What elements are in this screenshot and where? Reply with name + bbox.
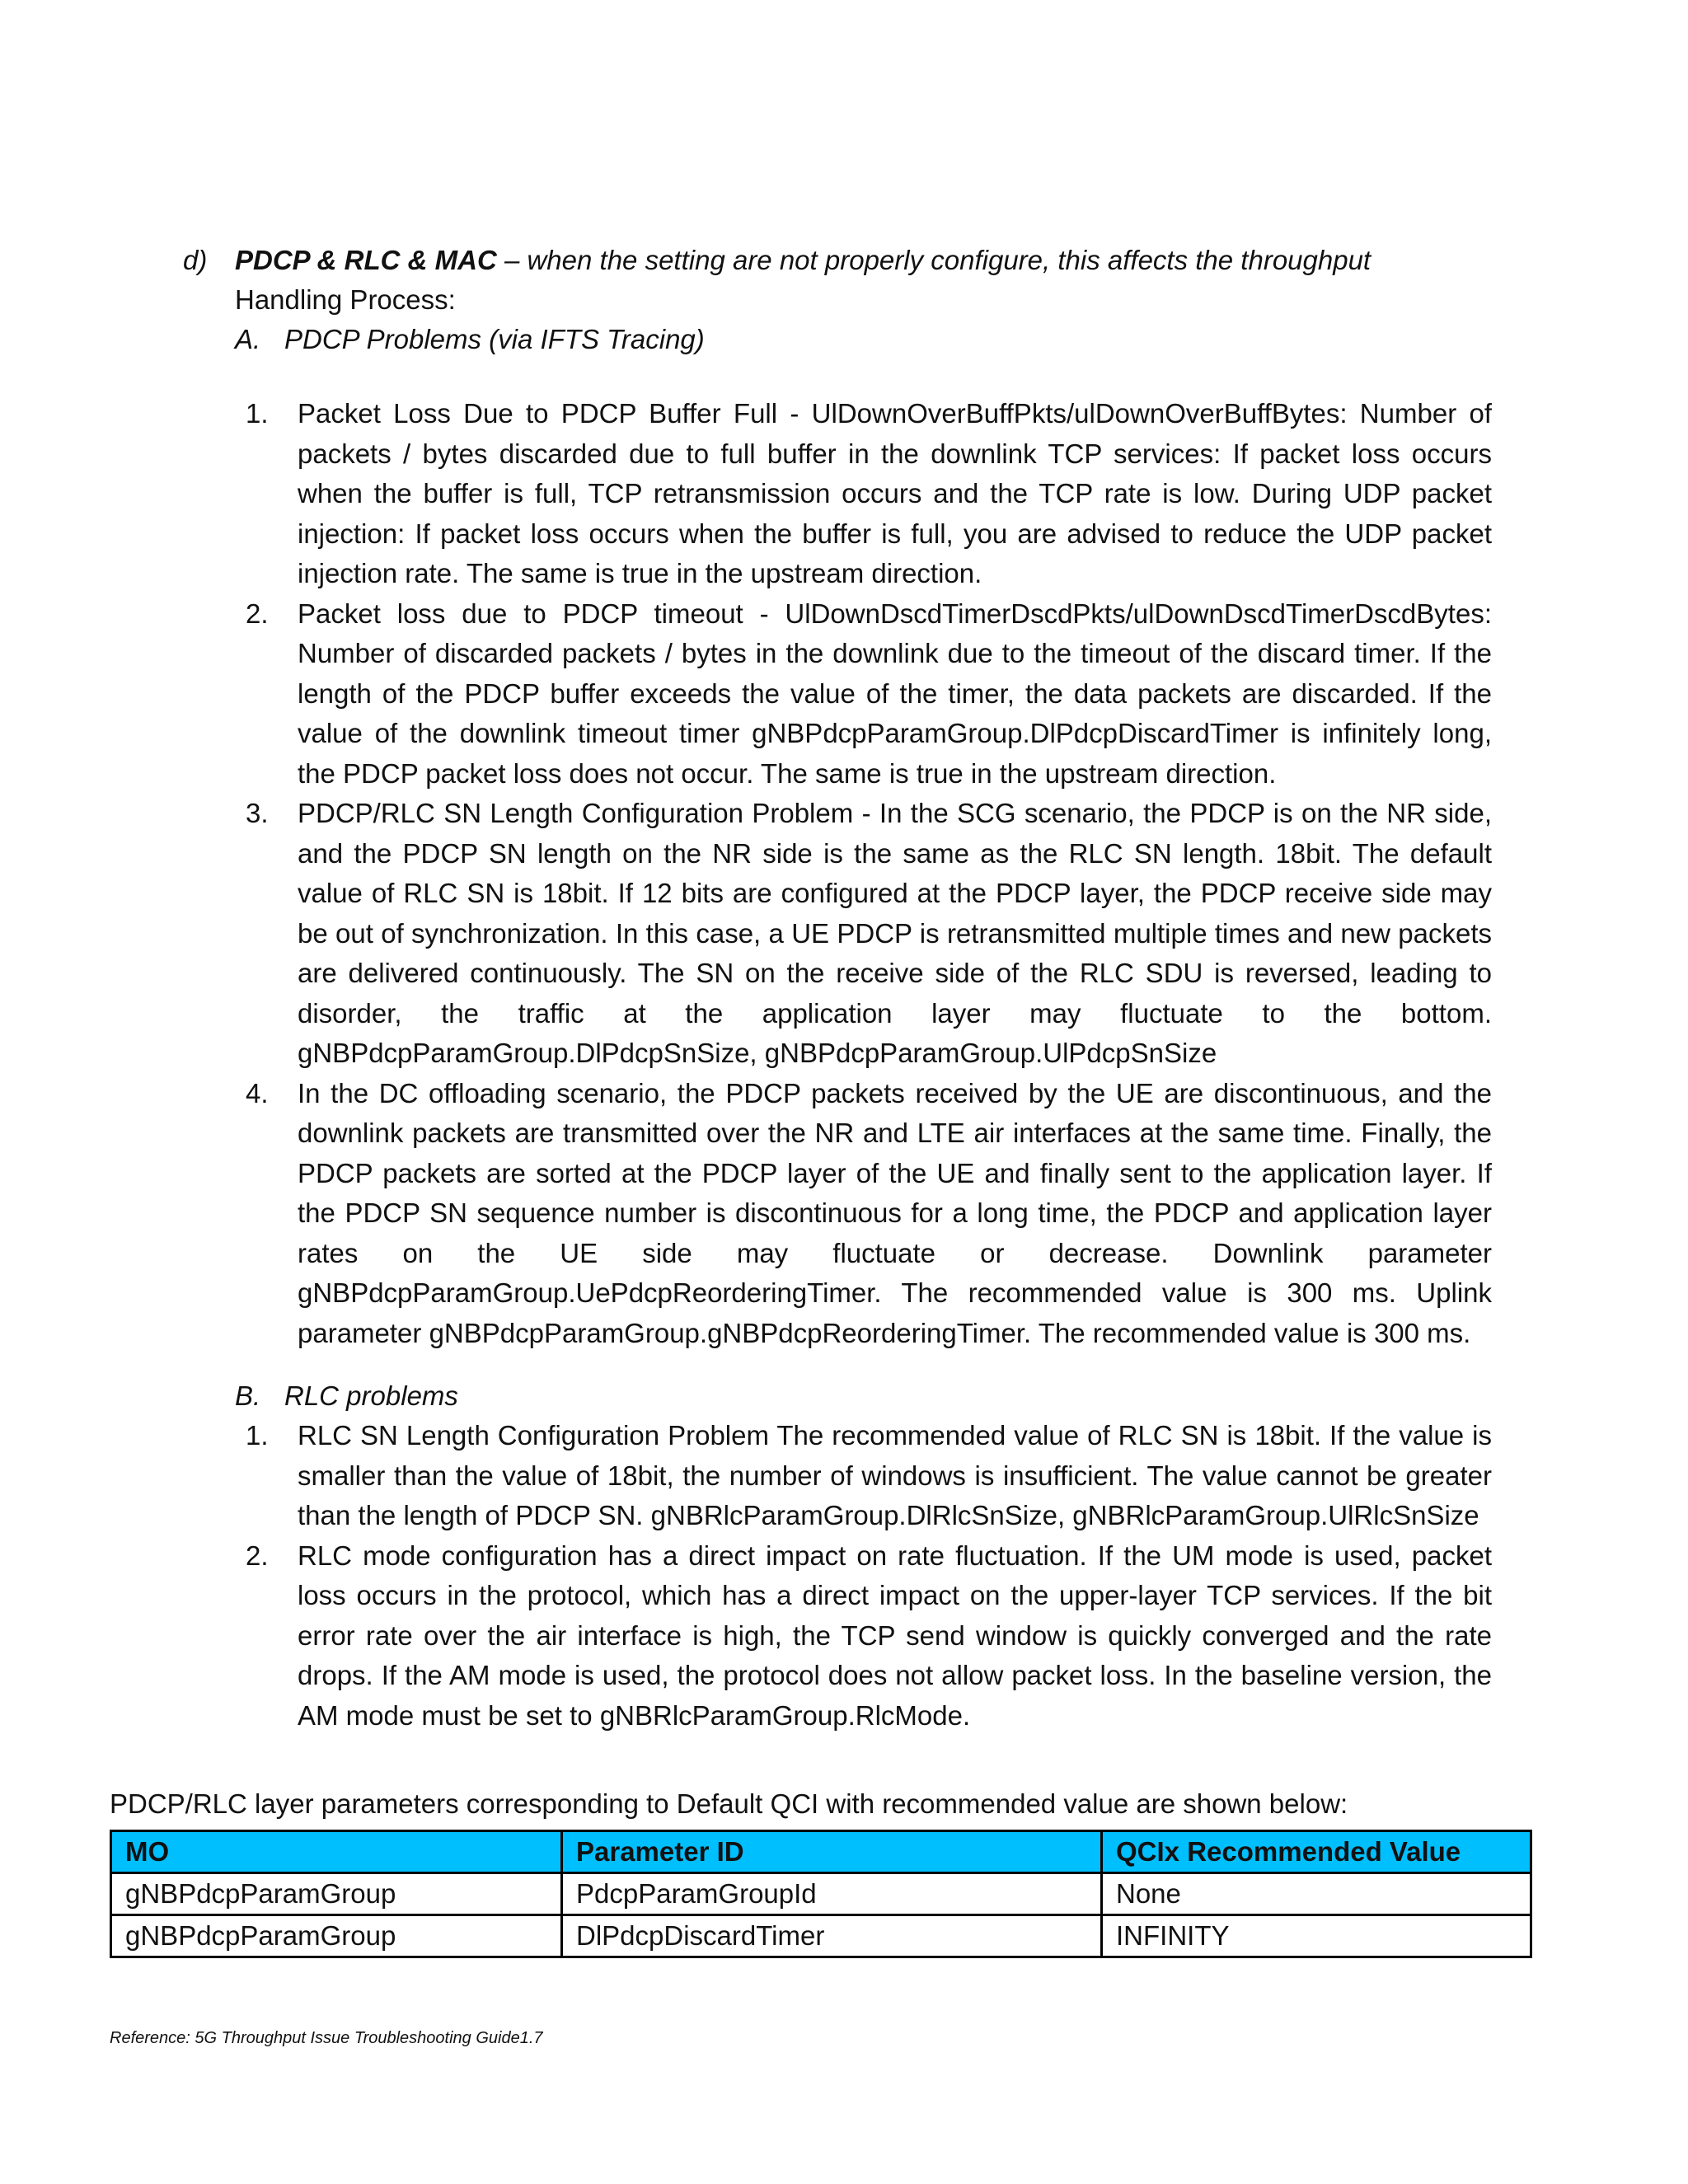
section-d-heading — [235, 241, 1521, 280]
list-item — [246, 1416, 1492, 1536]
list-item-text: In the DC offloading scenario, the PDCP packets received by the UE are discontinuous, and the downlink packets are transmitted over the NR and LTE air interfaces at the same time. Finally, the PDCP packets are sorted at the PDCP layer of the UE and finally sent to the application layer. If the PDCP SN sequence number is discontinuous for a long time, the PDCP and application layer rates on the UE side may fluctuate or decrease. Downlink parameter gNBPdcpParamGroup.UePdcpReorderingTimer. The recommended value is 300 ms. Uplink parameter gNBPdcpParamGroup.gNBPdcpReorderingTimer. The recommended value is 300 ms. — [298, 1077, 1492, 1348]
footer-reference: Reference: 5G Throughput Issue Troubleshooting Guide1.7 — [110, 2029, 543, 2047]
section-b-heading — [235, 1376, 458, 1416]
table-cell: gNBPdcpParamGroup — [111, 1915, 562, 1957]
table-cell: None — [1102, 1873, 1531, 1915]
table-cell: gNBPdcpParamGroup — [111, 1873, 562, 1915]
list-item — [246, 394, 1492, 594]
table-intro: PDCP/RLC layer parameters corresponding to Default QCI with recommended value are shown below: — [110, 1788, 1348, 1819]
table-header-cell: Parameter ID — [562, 1831, 1102, 1873]
list-item-number: 2. — [246, 1540, 269, 1571]
list-item — [246, 1074, 1492, 1354]
section-a-heading — [235, 320, 705, 359]
table-header-cell: MO — [111, 1831, 562, 1873]
handling-process-label: Handling Process: — [235, 284, 456, 315]
table-cell: INFINITY — [1102, 1915, 1531, 1957]
section-d-marker: d) — [183, 245, 208, 275]
table-row — [111, 1873, 1531, 1915]
list-item-number: 3. — [246, 798, 269, 828]
list-item-text: RLC mode configuration has a direct impact on rate fluctuation. If the UM mode is used, packet loss occurs in the protocol, which has a direct impact on the upper-layer TCP services. If the bit error rate over the air interface is high, the TCP send window is quickly converged and the rate drops. If the AM mode is used, the protocol does not allow packet loss. In the baseline version, the AM mode must be set to gNBRlcParamGroup.RlcMode. — [298, 1540, 1492, 1731]
section-b-list — [246, 1416, 1492, 1736]
list-item-number: 1. — [246, 398, 269, 429]
list-item-text: PDCP/RLC SN Length Configuration Problem - In the SCG scenario, the PDCP is on the NR side, and the PDCP SN length on the NR side is the same as the RLC SN length. 18bit. The default value of RLC SN is 18bit. If 12 bits are configured at the PDCP layer, the PDCP receive side may be out of synchronization. In this case, a UE PDCP is retransmitted multiple times and new packets are delivered continuously. The SN on the receive side of the RLC SDU is reversed, leading to disorder, the traffic at the application layer may fluctuate to the bottom. gNBPdcpParamGroup.DlPdcpSnSize, gNBPdcpParamGroup.UlPdcpSnSize — [298, 798, 1492, 1068]
section-a-title: PDCP Problems (via IFTS Tracing) — [284, 324, 705, 354]
list-item-number: 4. — [246, 1077, 269, 1108]
section-b-letter: B. — [235, 1380, 261, 1411]
list-item — [246, 794, 1492, 1074]
list-item-text: RLC SN Length Configuration Problem The recommended value of RLC SN is 18bit. If the value is smaller than the value of 18bit, the number of windows is insufficient. The value cannot be greater than the length of PDCP SN. gNBRlcParamGroup.DlRlcSnSize, gNBRlcParamGroup.UlRlcSnSize — [298, 1420, 1492, 1530]
section-b-title: RLC problems — [284, 1380, 458, 1411]
list-item — [246, 594, 1492, 794]
list-item-number: 1. — [246, 1420, 269, 1451]
table-header-row — [111, 1831, 1531, 1873]
section-a-letter: A. — [235, 324, 261, 354]
list-item-number: 2. — [246, 598, 269, 629]
section-d-title: PDCP & RLC & MAC — [235, 245, 497, 275]
section-d-title-rest: – when the setting are not properly configure, this affects the throughput — [496, 245, 1372, 275]
list-item-text: Packet loss due to PDCP timeout - UlDownDscdTimerDscdPkts/ulDownDscdTimerDscdBytes: Number of discarded packets / bytes in the downlink due to the timeout of the discard timer. If the length of the PDCP buffer exceeds the value of the timer, the data packets are discarded. If the value of the downlink timeout timer gNBPdcpParamGroup.DlPdcpDiscardTimer is infinitely long, the PDCP packet loss does not occur. The same is true in the upstream direction. — [298, 598, 1492, 789]
table-header-cell: QCIx Recommended Value — [1102, 1831, 1531, 1873]
table-cell: PdcpParamGroupId — [562, 1873, 1102, 1915]
table-cell: DlPdcpDiscardTimer — [562, 1915, 1102, 1957]
parameter-table — [110, 1830, 1532, 1958]
list-item-text: Packet Loss Due to PDCP Buffer Full - UlDownOverBuffPkts/ulDownOverBuffBytes: Number of packets / bytes discarded due to full buffer in the downlink TCP services: If packet loss occurs when the buffer is full, TCP retransmission occurs and the TCP rate is low. During UDP packet injection: If packet loss occurs when the buffer is full, you are advised to reduce the UDP packet injection rate. The same is true in the upstream direction. — [298, 398, 1492, 588]
table-row — [111, 1915, 1531, 1957]
list-item — [246, 1536, 1492, 1736]
section-a-list — [246, 394, 1492, 1353]
